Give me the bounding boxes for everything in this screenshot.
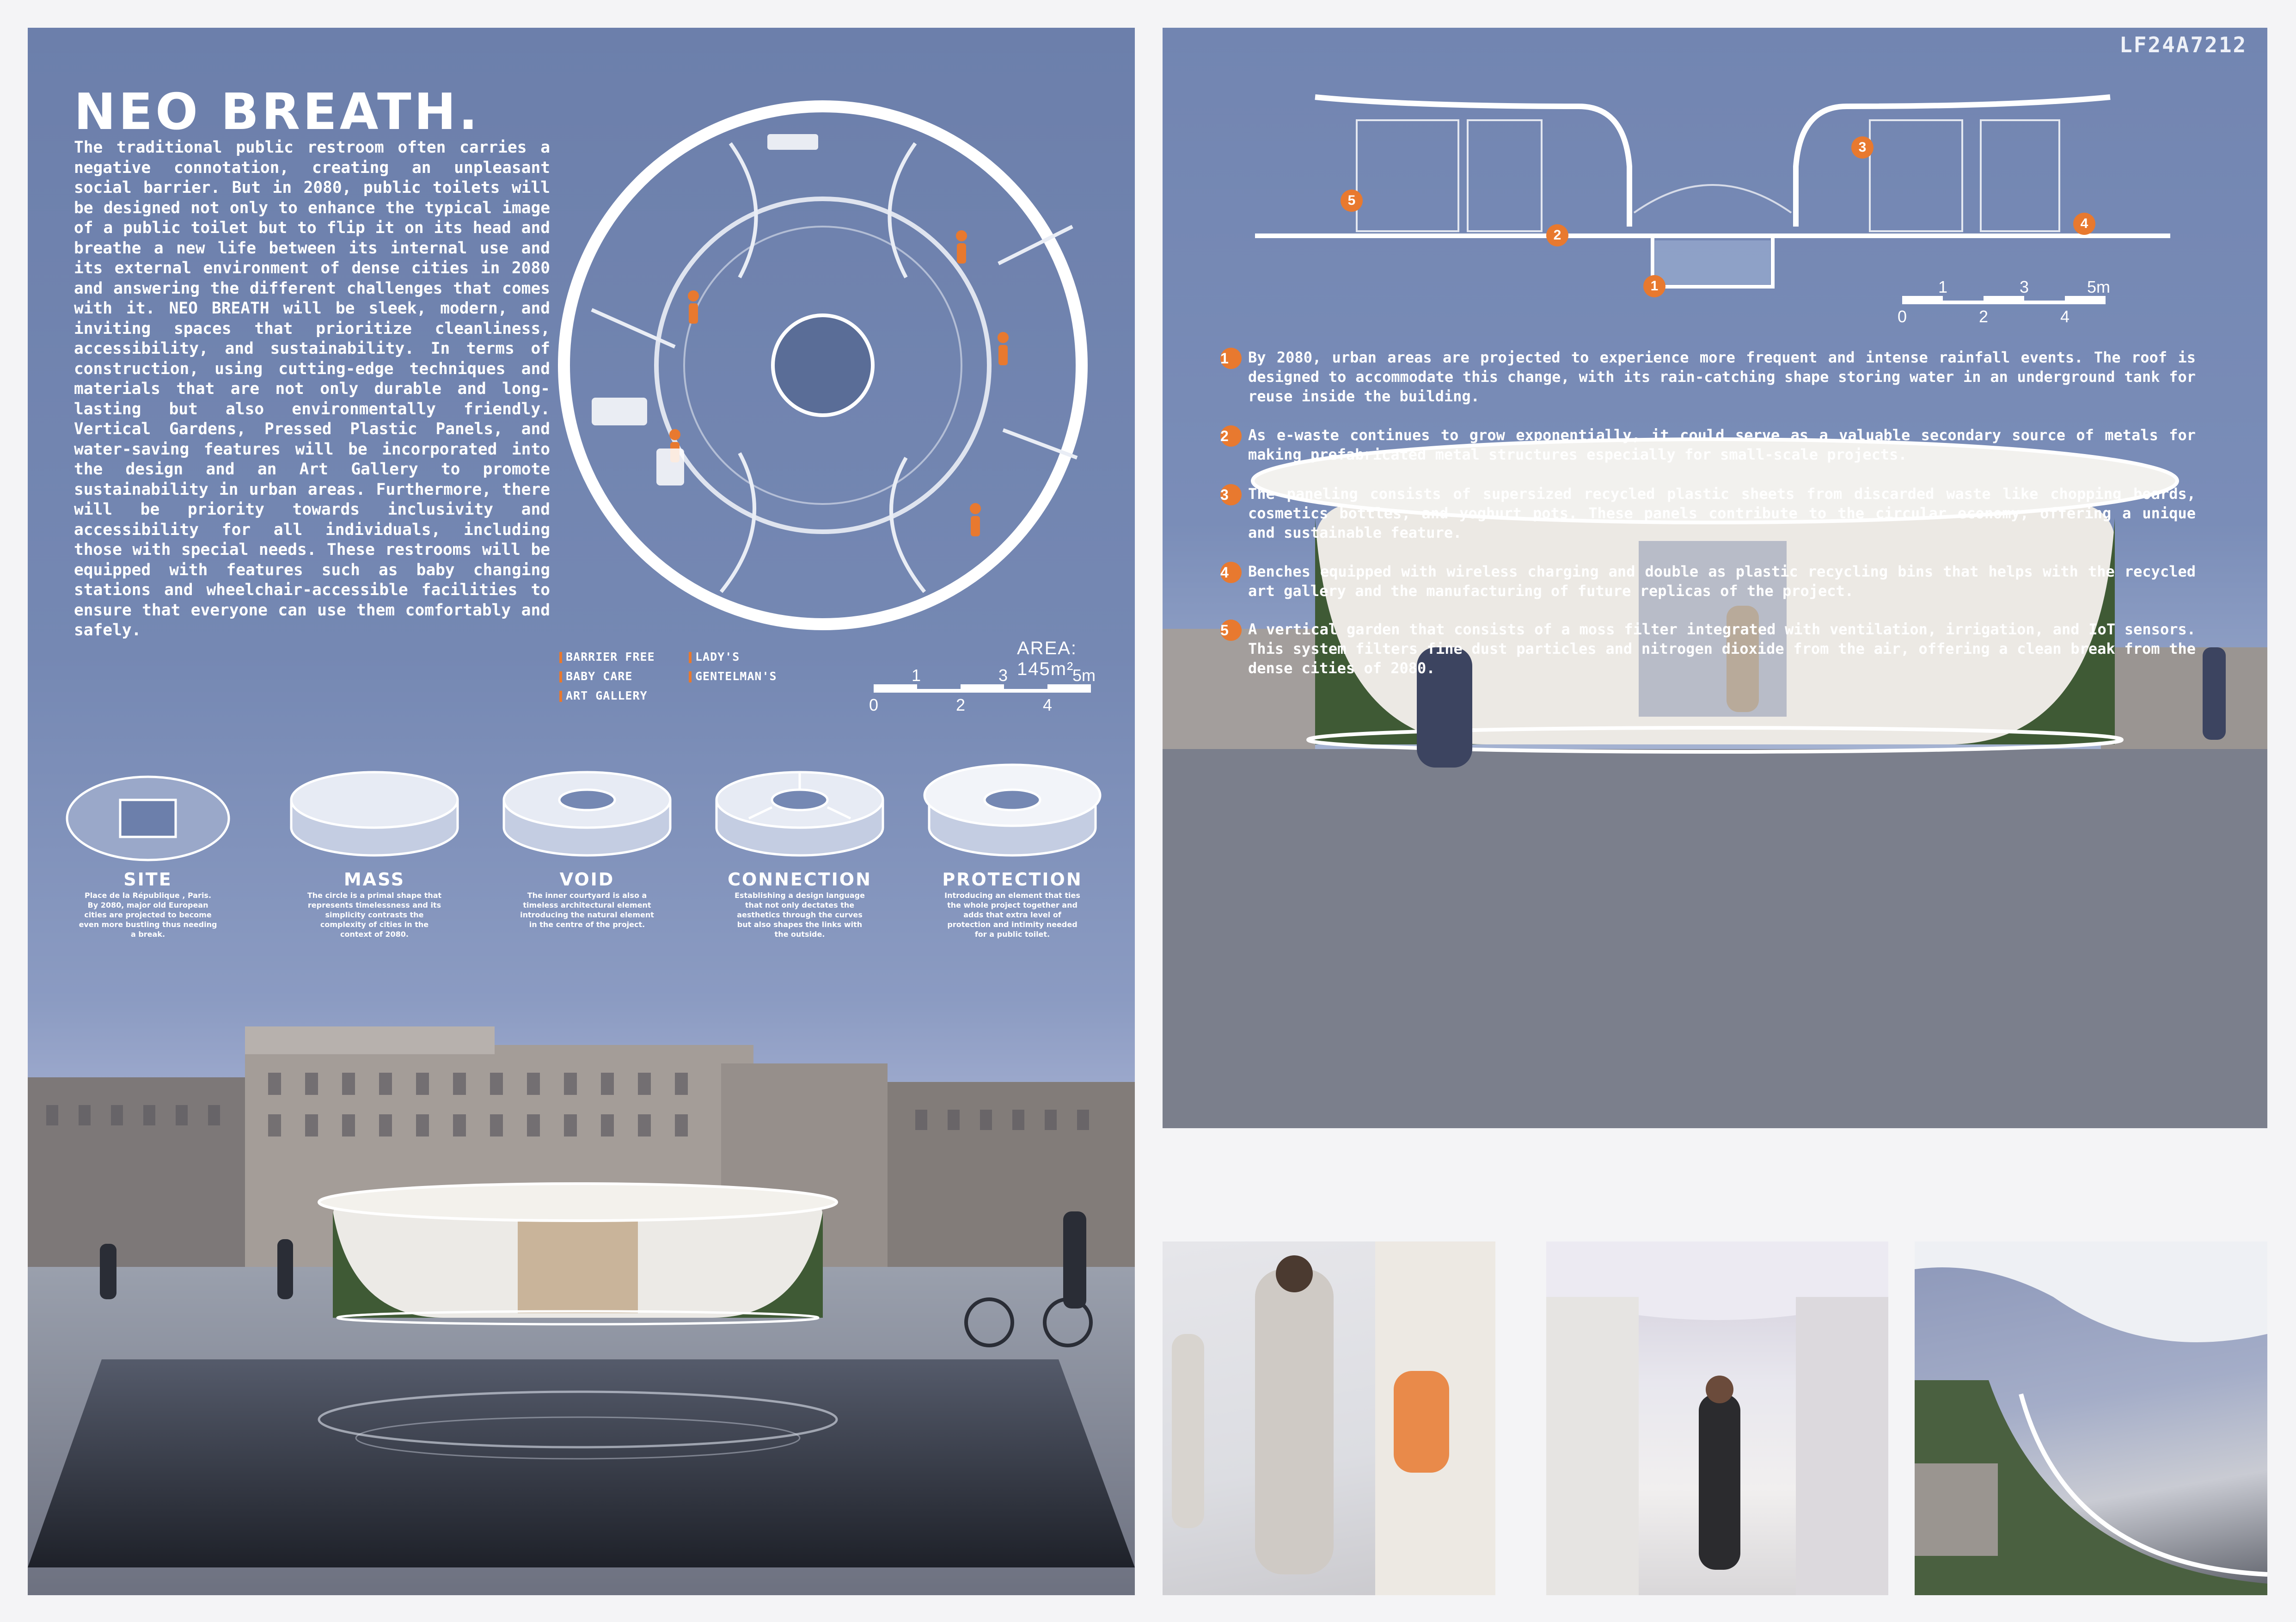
scale-label: 5m	[2087, 277, 2111, 296]
concept-diagrams	[28, 749, 1135, 888]
scale-label: 1	[1938, 277, 1948, 296]
note-number-badge: 3	[1220, 484, 1242, 505]
design-note	[1220, 620, 2196, 678]
left-board	[28, 28, 1135, 1595]
area-label: AREA: 145m²	[1017, 638, 1078, 679]
scale-label: 3	[998, 666, 1008, 685]
plan-legend-left	[559, 647, 655, 706]
note-text: By 2080, urban areas are projected to experience more frequent and intense rainfall events. The roof is designed to accommodate this change, with its rain-catching shape storing water in an underground tank for reuse inside the building.	[1248, 349, 2196, 405]
legend-item: GENTELMAN'S	[689, 667, 777, 686]
intro-paragraph: The traditional public restroom often carries a negative connotation, creating an unpleasant social barrier. But in 2080, public toilets will be designed not only to enhance the typical image of a public toilet but to flip it on its head and breathe a new life between its internal use and its external environment of dense cities in 2080 and answering the different challenges that comes with it. NEO BREATH will be sleek, modern, and inviting spaces that prioritize cleanliness, accessibility, and sustainability. In terms of construction, using cutting-edge techniques and materials that are not only durable and long-lasting but also environmentally friendly. Vertical Gardens, Pressed Plastic Panels, and water-saving features will be incorporated into the design and an Art Gallery to promote sustainability in urban areas. Furthermore, there will be priority towards inclusivity and accessibility for all individuals, including those with special needs. These restrooms will be equipped with features such as baby changing stations and wheelchair-accessible facilities to ensure that everyone can use them comfortably and safely.	[74, 138, 550, 639]
reflecting-pool	[28, 1359, 1135, 1567]
note-number-badge: 1	[1220, 348, 1242, 369]
section-marker: 3	[1851, 136, 1874, 159]
scale-label: 0	[1898, 307, 1907, 326]
right-board	[1163, 28, 2267, 1128]
concept-void-title: VOID	[559, 869, 615, 890]
concept-site-title: SITE	[123, 869, 172, 890]
void-diagram-icon	[504, 772, 670, 855]
section-marker: 4	[2073, 213, 2095, 235]
note-text: A vertical garden that consists of a moss filter integrated with ventilation, irrigation, and IoT sensors. This system filters fine dust particles and nitrogen dioxide from the air, offering a clean break from the dense cities of 2080.	[1248, 621, 2196, 677]
concept-void-desc: The inner courtyard is also a timeless architectural element introducing the natural element in the centre of the project.	[520, 891, 654, 929]
scale-label: 3	[2020, 277, 2029, 296]
legend-item: BABY CARE	[559, 667, 655, 686]
note-text: The paneling consists of supersized recycled plastic sheets from discarded waste like chopping boards, cosmetics bottles, and yoghurt pots. These panels contribute to the circular economy, offering a unique and sustainable feature.	[1248, 485, 2196, 541]
scale-label: 2	[1979, 307, 1989, 326]
scale-label: 4	[2060, 307, 2070, 326]
site-diagram-icon	[67, 777, 229, 860]
connection-diagram-icon	[716, 772, 883, 855]
concept-protection-title: PROTECTION	[942, 869, 1083, 890]
legend-item: ART GALLERY	[559, 686, 655, 706]
scale-label: 2	[956, 695, 966, 714]
floor-plan	[536, 79, 1109, 661]
plan-legend-right	[689, 647, 777, 686]
concept-site-desc: Place de la République , Paris. By 2080, major old European cities are projected to become even more bustling thus needing a break.	[79, 891, 217, 939]
interior-render-2	[1546, 1241, 1888, 1595]
concept-connection-desc: Establishing a design language that not only dectates the aesthetics through the curves but also shapes the links with the outside.	[735, 891, 865, 939]
exterior-detail-render	[1915, 1241, 2267, 1595]
interior-render-1	[1163, 1241, 1495, 1595]
mass-diagram-icon	[291, 772, 458, 855]
design-note	[1220, 425, 2196, 464]
section-marker: 5	[1341, 190, 1363, 212]
scale-label: 5m	[1072, 666, 1096, 685]
legend-item: LADY'S	[689, 647, 777, 667]
design-note	[1220, 484, 2196, 542]
design-note	[1220, 348, 2196, 406]
note-text: Benches equipped with wireless charging and double as plastic recycling bins that helps with the recycled art gallery and the manufacturing of future replicas of the project.	[1248, 563, 2196, 600]
scale-label: 4	[1043, 695, 1053, 714]
section-marker: 2	[1546, 224, 1568, 246]
section-scale-bar	[1898, 277, 2111, 328]
protection-diagram-icon	[925, 765, 1100, 855]
concept-mass-title: MASS	[343, 869, 405, 890]
note-text: As e-waste continues to grow exponentially, it could serve as a valuable secondary source of metals for making prefabricated metal structures especially for small-scale projects.	[1248, 426, 2196, 463]
concept-mass-desc: The circle is a primal shape that represents timelessness and its simplicity contrasts the complexity of cities in the context of 2080.	[307, 891, 442, 939]
courtyard-void	[773, 315, 873, 415]
note-number-badge: 4	[1220, 562, 1242, 583]
design-note	[1220, 562, 2196, 601]
concept-protection-desc: Introducing an element that ties the whole project together and adds that extra level of protection and intimity needed for a public toilet.	[944, 891, 1080, 939]
project-code: LF24A7212	[2119, 32, 2247, 57]
page-title: NEO BREATH.	[74, 83, 481, 141]
note-number-badge: 5	[1220, 620, 1242, 641]
plan-scale-bar	[869, 666, 1096, 717]
section-marker: 1	[1643, 275, 1665, 297]
legend-item: BARRIER FREE	[559, 647, 655, 667]
scale-label: 1	[912, 666, 921, 685]
concept-connection-title: CONNECTION	[728, 869, 872, 890]
scale-label: 0	[869, 695, 879, 714]
note-number-badge: 2	[1220, 425, 1242, 447]
